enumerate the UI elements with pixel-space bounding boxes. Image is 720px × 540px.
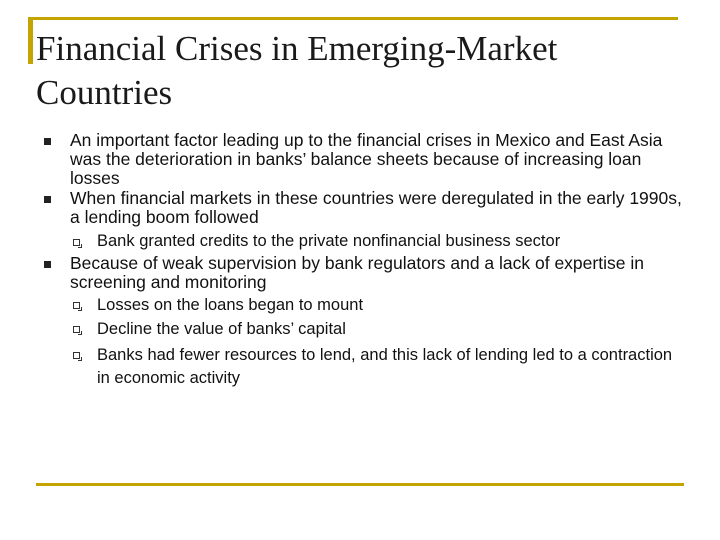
sub-bullet-text: Losses on the loans began to mount [97, 296, 364, 314]
sub-bullet-item [36, 230, 686, 252]
square-bullet-icon [44, 196, 51, 203]
sub-bullet-item [36, 317, 686, 341]
box-bullet-icon [73, 352, 80, 359]
bullet-text: An important factor leading up to the financial crises in Mexico and East Asia was the deterioration in banks’ balance sheets because of increasing loan losses [70, 130, 663, 188]
footer-rule [36, 483, 684, 486]
box-bullet-icon [73, 326, 80, 333]
sub-bullet-text: Decline the value of banks’ capital [97, 320, 346, 338]
sub-bullet-item [36, 344, 686, 390]
bullet-text: Because of weak supervision by bank regulators and a lack of expertise in screening and monitoring [70, 253, 644, 292]
box-bullet-icon [73, 239, 80, 246]
slide-title: Financial Crises in Emerging-Market Countries [36, 29, 558, 112]
sub-bullet-text: Bank granted credits to the private nonfinancial business sector [97, 232, 561, 250]
slide-body [36, 131, 686, 390]
bullet-text: When financial markets in these countries were deregulated in the early 1990s, a lending boom followed [70, 188, 682, 227]
title-frame-left-rule [28, 17, 33, 64]
square-bullet-icon [44, 261, 51, 268]
bullet-item [36, 131, 686, 188]
bullet-item [36, 254, 686, 292]
box-bullet-icon [73, 302, 80, 309]
sub-bullet-item [36, 293, 686, 317]
sub-bullet-list [36, 230, 686, 252]
bullet-item [36, 189, 686, 227]
title-frame-top-rule [28, 17, 678, 20]
sub-bullet-list [36, 293, 686, 390]
square-bullet-icon [44, 138, 51, 145]
sub-bullet-text: Banks had fewer resources to lend, and this lack of lending led to a contraction in economic activity [97, 346, 673, 387]
